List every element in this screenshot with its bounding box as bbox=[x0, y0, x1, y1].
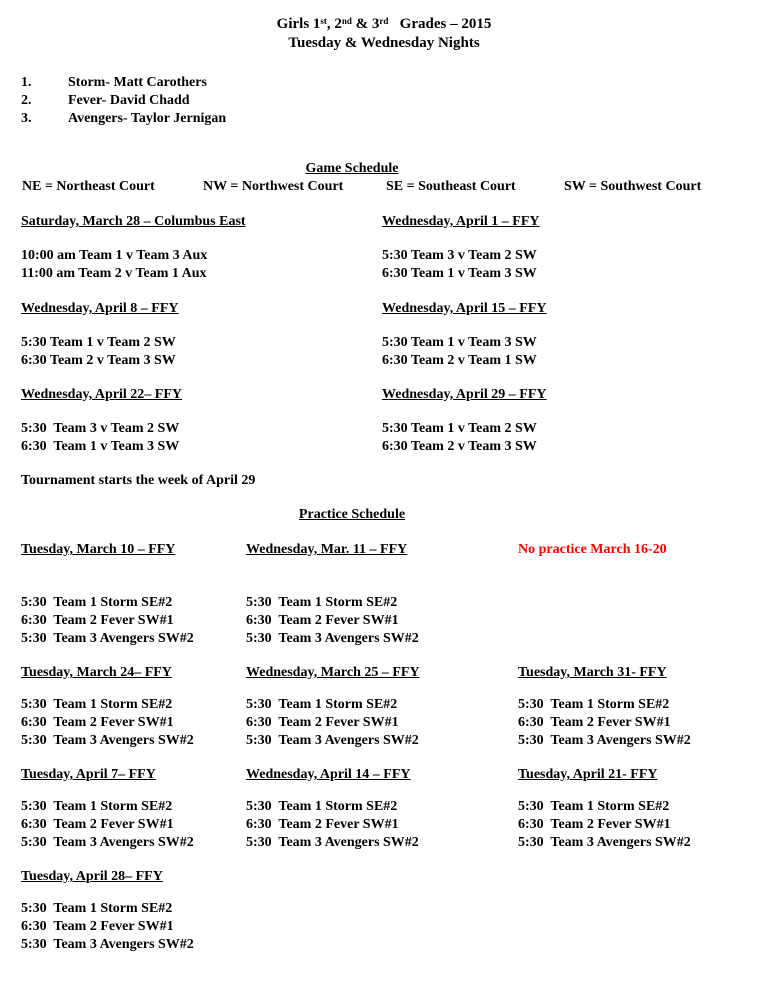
title-superscript-nd: nd bbox=[341, 16, 352, 26]
practice-line: 5:30 Team 3 Avengers SW#2 bbox=[246, 733, 419, 748]
practice-line: 6:30 Team 2 Fever SW#1 bbox=[518, 715, 671, 730]
game-block-april-22 bbox=[21, 386, 382, 456]
game-line: 6:30 Team 1 v Team 3 SW bbox=[21, 439, 180, 454]
game-line: 5:30 Team 1 v Team 3 SW bbox=[382, 335, 537, 350]
team-list-item bbox=[21, 110, 768, 128]
team-list-item bbox=[21, 74, 768, 92]
game-date-header: Saturday, March 28 – Columbus East bbox=[21, 214, 246, 229]
practice-date-header: Tuesday, April 7– FFY bbox=[21, 767, 156, 782]
practice-line: 5:30 Team 1 Storm SE#2 bbox=[246, 799, 398, 814]
title-superscript-rd: rd bbox=[379, 16, 389, 26]
game-date-header: Wednesday, April 1 – FFY bbox=[382, 214, 540, 229]
practice-line: 5:30 Team 3 Avengers SW#2 bbox=[246, 631, 419, 646]
practice-line: 5:30 Team 3 Avengers SW#2 bbox=[246, 835, 419, 850]
practice-line: 5:30 Team 1 Storm SE#2 bbox=[518, 697, 670, 712]
team-list-item bbox=[21, 92, 768, 110]
practice-schedule-row bbox=[21, 766, 768, 852]
game-schedule-heading: Game Schedule bbox=[305, 161, 399, 176]
practice-lines bbox=[21, 696, 246, 750]
game-lines bbox=[21, 334, 382, 370]
game-line: 6:30 Team 2 v Team 1 SW bbox=[382, 353, 537, 368]
practice-block-april-21 bbox=[518, 766, 768, 852]
tournament-note: Tournament starts the week of April 29 bbox=[21, 473, 256, 488]
title-line-2: Tuesday & Wednesday Nights bbox=[288, 35, 480, 51]
practice-line: 6:30 Team 2 Fever SW#1 bbox=[21, 919, 174, 934]
title-text: Grades – 2015 bbox=[388, 16, 492, 32]
court-legend bbox=[22, 178, 768, 196]
game-schedule-row bbox=[21, 386, 768, 456]
practice-date-header: Tuesday, April 21- FFY bbox=[518, 767, 658, 782]
team-number: 3. bbox=[21, 111, 32, 126]
practice-block-march-25 bbox=[246, 664, 518, 750]
team-name-coach: Fever- David Chadd bbox=[68, 93, 190, 108]
no-practice-note: No practice March 16-20 bbox=[518, 542, 667, 557]
practice-schedule-row bbox=[21, 664, 768, 750]
title-text: & 3 bbox=[351, 16, 380, 32]
practice-line: 5:30 Team 3 Avengers SW#2 bbox=[21, 937, 194, 952]
game-block-april-1 bbox=[382, 213, 540, 283]
practice-lines bbox=[246, 594, 518, 648]
practice-line: 6:30 Team 2 Fever SW#1 bbox=[246, 613, 399, 628]
team-list bbox=[21, 74, 768, 128]
practice-lines bbox=[21, 594, 246, 648]
title-superscript-st: st bbox=[320, 16, 327, 26]
game-schedule-row bbox=[21, 300, 768, 370]
practice-date-header: Wednesday, March 25 – FFY bbox=[246, 665, 420, 680]
game-lines bbox=[21, 247, 382, 283]
practice-line: 5:30 Team 3 Avengers SW#2 bbox=[21, 631, 194, 646]
game-line: 11:00 am Team 2 v Team 1 Aux bbox=[21, 266, 207, 281]
practice-line: 6:30 Team 2 Fever SW#1 bbox=[21, 715, 174, 730]
title-text: Girls 1 bbox=[276, 16, 321, 32]
practice-block-mar-11 bbox=[246, 541, 518, 648]
practice-schedule-row bbox=[21, 868, 768, 954]
game-line: 10:00 am Team 1 v Team 3 Aux bbox=[21, 248, 208, 263]
practice-lines bbox=[246, 696, 518, 750]
practice-line: 5:30 Team 1 Storm SE#2 bbox=[518, 799, 670, 814]
game-line: 5:30 Team 1 v Team 2 SW bbox=[21, 335, 176, 350]
game-lines bbox=[382, 334, 547, 370]
practice-date-header: Tuesday, March 24– FFY bbox=[21, 665, 172, 680]
practice-schedule-row bbox=[21, 541, 768, 648]
game-block-march-28 bbox=[21, 213, 382, 283]
game-line: 6:30 Team 2 v Team 3 SW bbox=[21, 353, 176, 368]
game-block-april-29 bbox=[382, 386, 547, 456]
game-lines bbox=[382, 420, 547, 456]
practice-lines bbox=[21, 798, 246, 852]
team-number: 1. bbox=[21, 75, 32, 90]
game-date-header: Wednesday, April 29 – FFY bbox=[382, 387, 547, 402]
legend-sw: SW = Southwest Court bbox=[564, 179, 702, 194]
practice-line: 5:30 Team 3 Avengers SW#2 bbox=[518, 835, 691, 850]
game-block-april-8 bbox=[21, 300, 382, 370]
practice-block-march-24 bbox=[21, 664, 246, 750]
team-name-coach: Avengers- Taylor Jernigan bbox=[68, 111, 227, 126]
practice-line: 6:30 Team 2 Fever SW#1 bbox=[246, 817, 399, 832]
practice-date-header: Tuesday, March 31- FFY bbox=[518, 665, 667, 680]
legend-se: SE = Southeast Court bbox=[386, 179, 516, 194]
game-schedule-row bbox=[21, 213, 768, 283]
practice-line: 5:30 Team 3 Avengers SW#2 bbox=[518, 733, 691, 748]
practice-line: 5:30 Team 1 Storm SE#2 bbox=[21, 901, 173, 916]
game-schedule-section bbox=[0, 160, 704, 178]
practice-line: 6:30 Team 2 Fever SW#1 bbox=[21, 613, 174, 628]
team-number: 2. bbox=[21, 93, 32, 108]
practice-block-april-7 bbox=[21, 766, 246, 852]
no-practice-note-column bbox=[518, 541, 768, 648]
practice-date-header: Wednesday, Mar. 11 – FFY bbox=[246, 542, 408, 557]
game-date-header: Wednesday, April 15 – FFY bbox=[382, 301, 547, 316]
practice-line: 5:30 Team 3 Avengers SW#2 bbox=[21, 733, 194, 748]
practice-date-header: Wednesday, April 14 – FFY bbox=[246, 767, 411, 782]
practice-schedule-section bbox=[0, 506, 704, 524]
game-line: 5:30 Team 1 v Team 2 SW bbox=[382, 421, 537, 436]
game-line: 6:30 Team 2 v Team 3 SW bbox=[382, 439, 537, 454]
team-name-coach: Storm- Matt Carothers bbox=[68, 75, 207, 90]
game-date-header: Wednesday, April 8 – FFY bbox=[21, 301, 179, 316]
legend-ne: NE = Northeast Court bbox=[22, 179, 155, 194]
practice-line: 6:30 Team 2 Fever SW#1 bbox=[518, 817, 671, 832]
practice-schedule-heading: Practice Schedule bbox=[298, 507, 406, 522]
practice-line: 5:30 Team 3 Avengers SW#2 bbox=[21, 835, 194, 850]
game-date-header: Wednesday, April 22– FFY bbox=[21, 387, 183, 402]
game-block-april-15 bbox=[382, 300, 547, 370]
legend-nw: NW = Northwest Court bbox=[203, 179, 344, 194]
practice-date-header: Tuesday, April 28– FFY bbox=[21, 869, 163, 884]
practice-block-april-14 bbox=[246, 766, 518, 852]
title-text: , 2 bbox=[326, 16, 342, 32]
practice-lines bbox=[518, 696, 768, 750]
practice-line: 5:30 Team 1 Storm SE#2 bbox=[21, 595, 173, 610]
game-lines bbox=[382, 247, 540, 283]
practice-block-march-10 bbox=[21, 541, 246, 648]
practice-line: 6:30 Team 2 Fever SW#1 bbox=[21, 817, 174, 832]
practice-lines bbox=[518, 798, 768, 852]
practice-line: 6:30 Team 2 Fever SW#1 bbox=[246, 715, 399, 730]
document-title bbox=[0, 12, 768, 53]
practice-date-header: Tuesday, March 10 – FFY bbox=[21, 542, 176, 557]
practice-line: 5:30 Team 1 Storm SE#2 bbox=[246, 595, 398, 610]
practice-line: 5:30 Team 1 Storm SE#2 bbox=[21, 697, 173, 712]
game-line: 5:30 Team 3 v Team 2 SW bbox=[21, 421, 180, 436]
practice-line: 5:30 Team 1 Storm SE#2 bbox=[21, 799, 173, 814]
practice-lines bbox=[21, 900, 246, 954]
title-line-1 bbox=[0, 12, 768, 34]
game-line: 6:30 Team 1 v Team 3 SW bbox=[382, 266, 537, 281]
practice-lines bbox=[246, 798, 518, 852]
game-line: 5:30 Team 3 v Team 2 SW bbox=[382, 248, 537, 263]
practice-block-march-31 bbox=[518, 664, 768, 750]
practice-line: 5:30 Team 1 Storm SE#2 bbox=[246, 697, 398, 712]
practice-block-april-28 bbox=[21, 868, 246, 954]
game-lines bbox=[21, 420, 382, 456]
